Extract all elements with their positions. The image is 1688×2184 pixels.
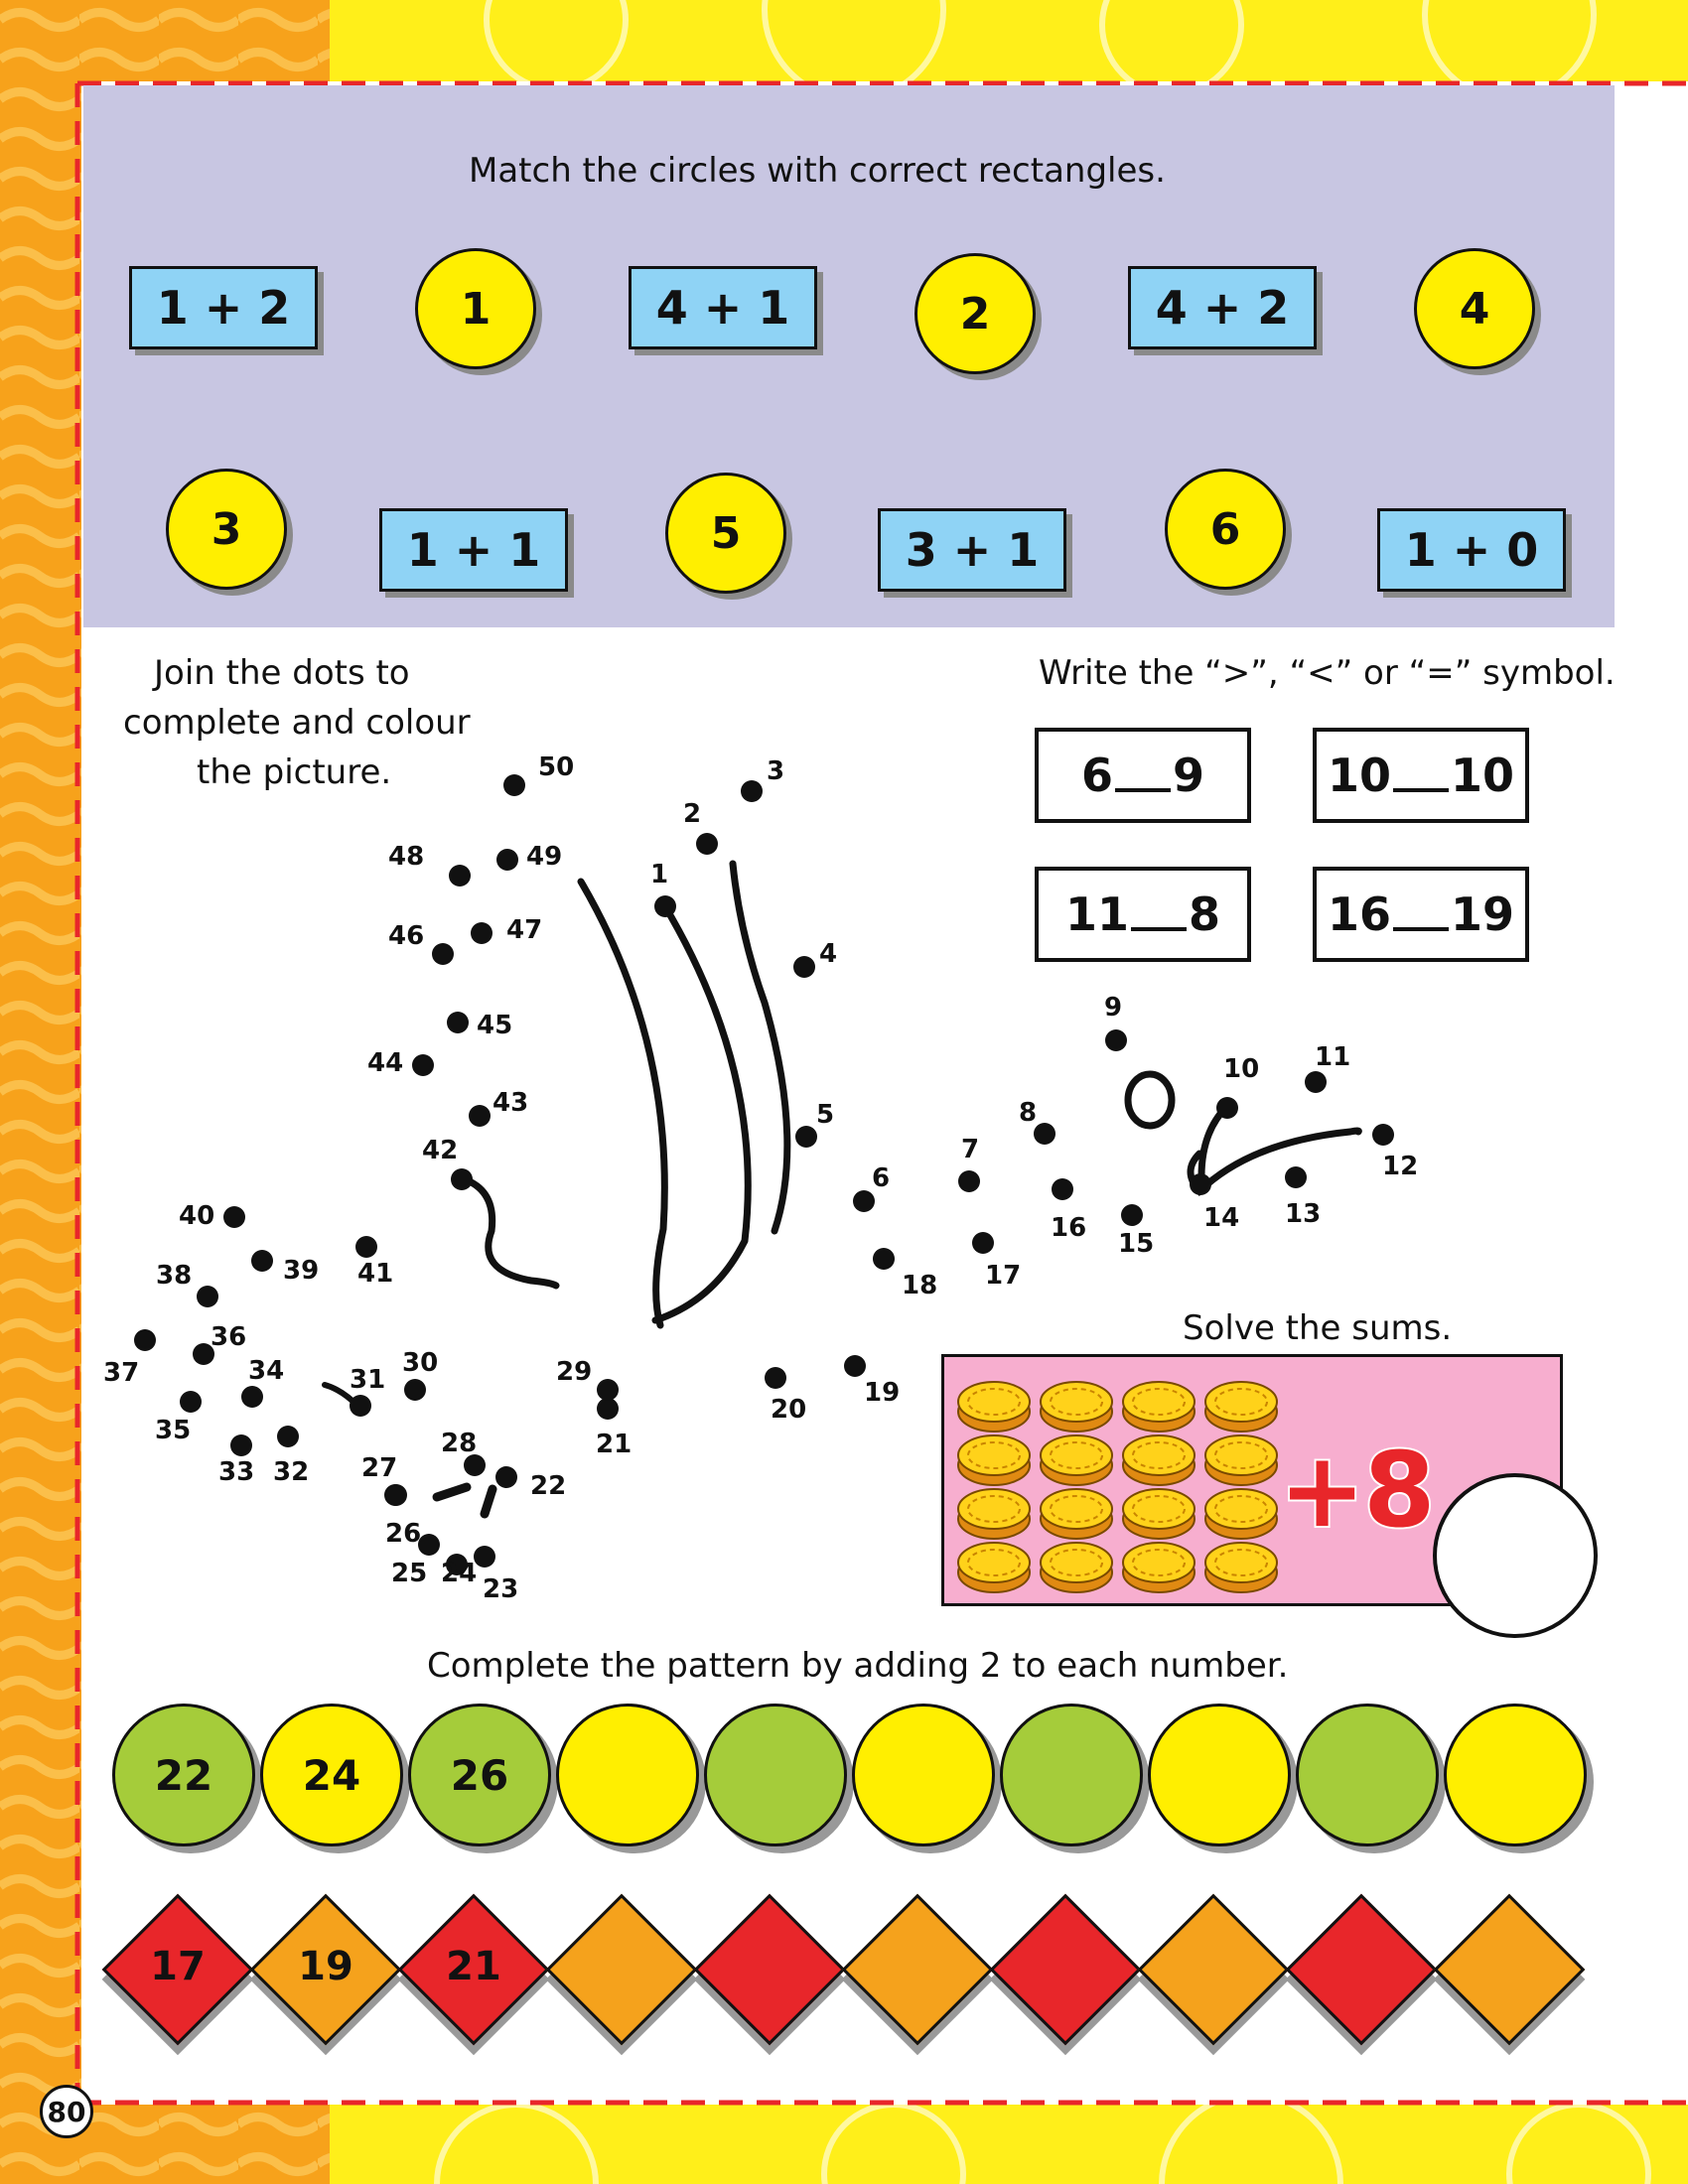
dot-label-23: 23 xyxy=(483,1574,519,1604)
dot-10[interactable] xyxy=(1216,1097,1238,1119)
gold-coin-icon xyxy=(958,1543,1030,1592)
pattern-circle-7[interactable] xyxy=(1000,1704,1143,1846)
dot-43[interactable] xyxy=(469,1105,491,1127)
dot-8[interactable] xyxy=(1034,1123,1055,1145)
pattern-diamond-label-3: 21 xyxy=(446,1944,501,1989)
dot-label-30: 30 xyxy=(402,1348,439,1378)
gold-coin-icon xyxy=(1205,1543,1277,1592)
gold-coin-icon xyxy=(1205,1435,1277,1485)
compare-left: 10 xyxy=(1327,749,1391,802)
dot-29[interactable] xyxy=(597,1379,619,1401)
dot-5[interactable] xyxy=(795,1126,817,1148)
dot-3[interactable] xyxy=(741,780,763,802)
dots-instruction-line-1: Join the dots to xyxy=(154,653,410,693)
gold-coin-icon xyxy=(1041,1489,1112,1539)
match-circle-1[interactable]: 1 xyxy=(415,248,536,369)
dot-label-21: 21 xyxy=(596,1430,633,1459)
compare-blank[interactable] xyxy=(1131,897,1187,931)
pattern-circle-5[interactable] xyxy=(704,1704,847,1846)
gold-coin-icon xyxy=(1123,1382,1195,1432)
dot-label-29: 29 xyxy=(556,1357,593,1387)
dot-44[interactable] xyxy=(412,1054,434,1076)
dot-label-22: 22 xyxy=(530,1471,567,1501)
dot-label-38: 38 xyxy=(156,1261,193,1291)
dot-16[interactable] xyxy=(1052,1178,1073,1200)
match-circle-6[interactable]: 6 xyxy=(1165,469,1286,590)
pattern-circle-3[interactable]: 26 xyxy=(408,1704,551,1846)
dot-label-12: 12 xyxy=(1382,1152,1419,1181)
pattern-diamond-label-2: 19 xyxy=(298,1944,353,1989)
pattern-circle-6[interactable] xyxy=(852,1704,995,1846)
compare-box-6-9[interactable] xyxy=(1035,728,1251,823)
compare-box-10-10[interactable] xyxy=(1313,728,1529,823)
dot-27[interactable] xyxy=(385,1484,407,1506)
dot-23[interactable] xyxy=(474,1546,495,1568)
compare-right: 10 xyxy=(1451,749,1515,802)
dot-label-11: 11 xyxy=(1315,1042,1351,1072)
page-number: 80 xyxy=(40,2085,93,2138)
dot-label-27: 27 xyxy=(361,1453,398,1483)
pattern-circle-10[interactable] xyxy=(1444,1704,1587,1846)
dot-label-24: 24 xyxy=(441,1559,478,1588)
dot-14[interactable] xyxy=(1190,1173,1211,1195)
dot-label-33: 33 xyxy=(218,1457,255,1487)
dot-31[interactable] xyxy=(350,1395,371,1417)
dot-label-1: 1 xyxy=(650,860,669,889)
dot-38[interactable] xyxy=(197,1286,218,1307)
match-rect-4-plus-1[interactable]: 4 + 1 xyxy=(629,266,817,349)
dots-instruction-line-2: complete and colour xyxy=(123,703,471,743)
dot-label-34: 34 xyxy=(248,1356,285,1386)
dot-19[interactable] xyxy=(844,1355,866,1377)
gold-coin-icon xyxy=(1041,1543,1112,1592)
dot-18[interactable] xyxy=(873,1248,895,1270)
dot-35[interactable] xyxy=(180,1391,202,1413)
dot-39[interactable] xyxy=(251,1250,273,1272)
dot-label-13: 13 xyxy=(1285,1199,1322,1229)
dot-label-43: 43 xyxy=(492,1088,529,1118)
dot-label-18: 18 xyxy=(902,1271,938,1300)
pattern-circle-1[interactable]: 22 xyxy=(112,1704,255,1846)
match-circle-3[interactable]: 3 xyxy=(166,469,287,590)
dot-4[interactable] xyxy=(793,956,815,978)
pattern-instruction: Complete the pattern by adding 2 to each number. xyxy=(427,1646,1289,1686)
dot-12[interactable] xyxy=(1372,1124,1394,1146)
gold-coin-icon xyxy=(1123,1489,1195,1539)
compare-box-11-8[interactable] xyxy=(1035,867,1251,962)
match-instruction: Match the circles with correct rectangles. xyxy=(469,151,1166,191)
compare-right: 9 xyxy=(1173,749,1205,802)
compare-left: 11 xyxy=(1064,887,1129,941)
compare-left: 6 xyxy=(1080,749,1113,802)
gold-coin-icon xyxy=(958,1382,1030,1432)
compare-blank[interactable] xyxy=(1393,758,1449,792)
gold-coin-icon xyxy=(1041,1435,1112,1485)
dot-label-3: 3 xyxy=(767,756,785,786)
match-circle-2[interactable]: 2 xyxy=(914,253,1036,374)
dot-label-14: 14 xyxy=(1203,1203,1240,1233)
dot-label-2: 2 xyxy=(683,799,702,829)
dot-45[interactable] xyxy=(447,1012,469,1033)
dot-label-36: 36 xyxy=(211,1322,247,1352)
dot-30[interactable] xyxy=(404,1379,426,1401)
dot-7[interactable] xyxy=(958,1170,980,1192)
dot-label-7: 7 xyxy=(961,1135,980,1164)
sum-answer-circle[interactable] xyxy=(1433,1473,1598,1638)
compare-left: 16 xyxy=(1327,887,1391,941)
dot-label-19: 19 xyxy=(864,1378,901,1408)
dot-42[interactable] xyxy=(451,1168,473,1190)
dot-label-25: 25 xyxy=(391,1559,428,1588)
dot-label-40: 40 xyxy=(179,1201,215,1231)
dot-46[interactable] xyxy=(432,943,454,965)
dot-32[interactable] xyxy=(277,1426,299,1447)
dot-label-37: 37 xyxy=(103,1358,140,1388)
dot-15[interactable] xyxy=(1121,1204,1143,1226)
pattern-circle-4[interactable] xyxy=(556,1704,699,1846)
dot-label-16: 16 xyxy=(1051,1213,1087,1243)
compare-right: 19 xyxy=(1451,887,1515,941)
gold-coin-icon xyxy=(1123,1543,1195,1592)
dot-label-41: 41 xyxy=(357,1259,394,1289)
pattern-circle-8[interactable] xyxy=(1148,1704,1291,1846)
dot-label-17: 17 xyxy=(985,1261,1022,1291)
dot-label-49: 49 xyxy=(526,842,563,872)
dot-20[interactable] xyxy=(765,1367,786,1389)
dot-6[interactable] xyxy=(853,1190,875,1212)
compare-blank[interactable] xyxy=(1115,758,1171,792)
gold-coin-icon xyxy=(1041,1382,1112,1432)
dot-47[interactable] xyxy=(471,922,492,944)
dot-22[interactable] xyxy=(495,1466,517,1488)
match-rect-3-plus-1[interactable]: 3 + 1 xyxy=(878,508,1066,592)
dot-37[interactable] xyxy=(134,1329,156,1351)
dot-label-31: 31 xyxy=(350,1365,386,1395)
dot-33[interactable] xyxy=(230,1434,252,1456)
dot-label-26: 26 xyxy=(385,1519,422,1549)
dot-25[interactable] xyxy=(418,1534,440,1556)
compare-blank[interactable] xyxy=(1393,897,1449,931)
gold-coin-icon xyxy=(958,1489,1030,1539)
gold-coin-icon xyxy=(1205,1489,1277,1539)
dot-label-44: 44 xyxy=(367,1048,404,1078)
match-circle-4[interactable]: 4 xyxy=(1414,248,1535,369)
dots-instruction-line-3: the picture. xyxy=(197,752,392,792)
gold-coin-icon xyxy=(958,1435,1030,1485)
dot-label-6: 6 xyxy=(872,1163,891,1193)
dot-17[interactable] xyxy=(972,1232,994,1254)
dot-label-28: 28 xyxy=(441,1429,478,1458)
pattern-circle-2[interactable]: 24 xyxy=(260,1704,403,1846)
dot-21[interactable] xyxy=(597,1398,619,1420)
dot-label-47: 47 xyxy=(506,915,543,945)
dot-50[interactable] xyxy=(503,774,525,796)
dot-label-48: 48 xyxy=(388,842,425,872)
dot-label-10: 10 xyxy=(1223,1054,1260,1084)
dot-label-35: 35 xyxy=(155,1416,192,1445)
match-rect-1-plus-2[interactable]: 1 + 2 xyxy=(129,266,318,349)
dot-label-20: 20 xyxy=(771,1395,807,1425)
compare-right: 8 xyxy=(1189,887,1221,941)
gold-coin-icon xyxy=(1123,1435,1195,1485)
match-rect-1-plus-1[interactable]: 1 + 1 xyxy=(379,508,568,592)
dot-2[interactable] xyxy=(696,833,718,855)
dot-label-45: 45 xyxy=(477,1011,513,1040)
plus-eight-label: +8 xyxy=(1279,1430,1434,1551)
gold-coin-icon xyxy=(1205,1382,1277,1432)
dot-1[interactable] xyxy=(654,895,676,917)
dot-41[interactable] xyxy=(355,1236,377,1258)
pattern-diamond-label-1: 17 xyxy=(150,1944,206,1989)
dot-34[interactable] xyxy=(241,1386,263,1408)
dot-label-42: 42 xyxy=(422,1136,459,1165)
coins-group xyxy=(948,1370,1316,1608)
dot-label-50: 50 xyxy=(538,752,575,782)
dot-13[interactable] xyxy=(1285,1166,1307,1188)
dot-label-39: 39 xyxy=(283,1256,320,1286)
dot-48[interactable] xyxy=(449,865,471,887)
match-rect-1-plus-0[interactable]: 1 + 0 xyxy=(1377,508,1566,592)
dot-11[interactable] xyxy=(1305,1071,1327,1093)
dot-label-9: 9 xyxy=(1104,993,1123,1023)
pattern-circle-9[interactable] xyxy=(1296,1704,1439,1846)
dot-label-4: 4 xyxy=(819,939,838,969)
dot-label-32: 32 xyxy=(273,1457,310,1487)
match-rect-4-plus-2[interactable]: 4 + 2 xyxy=(1128,266,1317,349)
dot-label-8: 8 xyxy=(1019,1098,1038,1128)
dot-40[interactable] xyxy=(223,1206,245,1228)
dot-label-15: 15 xyxy=(1118,1229,1155,1259)
dot-label-5: 5 xyxy=(816,1100,835,1130)
dot-9[interactable] xyxy=(1105,1029,1127,1051)
dot-label-46: 46 xyxy=(388,921,425,951)
match-circle-5[interactable]: 5 xyxy=(665,473,786,594)
sums-instruction: Solve the sums. xyxy=(1183,1308,1453,1348)
compare-box-16-19[interactable] xyxy=(1313,867,1529,962)
compare-instruction: Write the “>”, “<” or “=” symbol. xyxy=(1039,653,1616,693)
dot-49[interactable] xyxy=(496,849,518,871)
